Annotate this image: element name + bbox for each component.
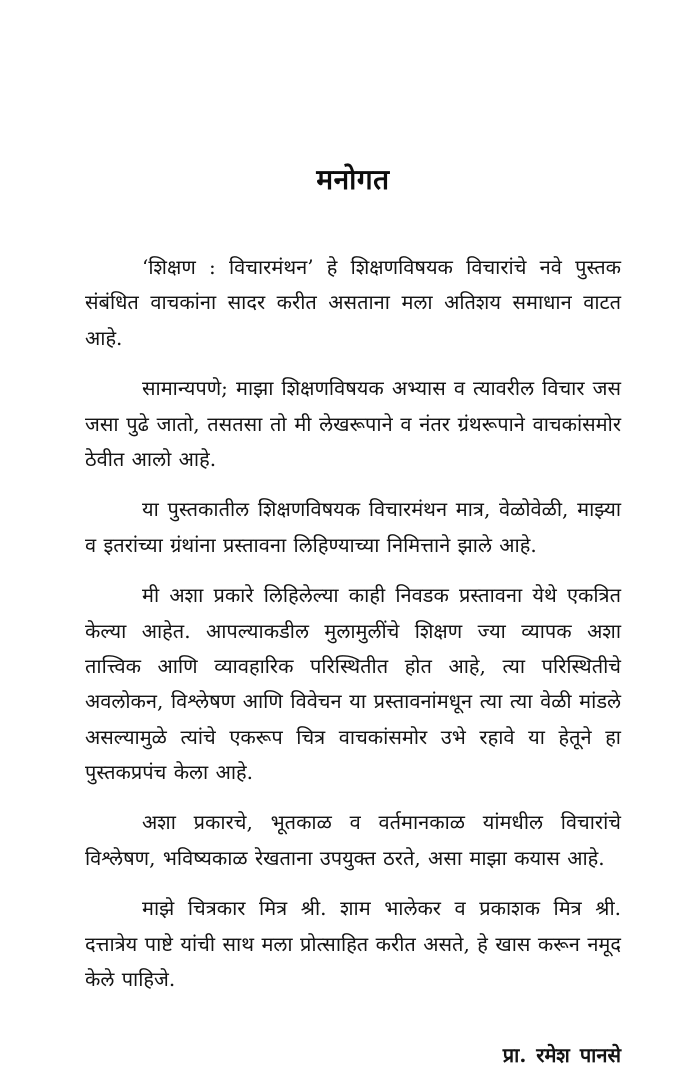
paragraph: सामान्यपणे; माझा शिक्षणविषयक अभ्यास व त्यावरील विचार जस जसा पुढे जातो, तसतसा तो मी लेखरूपाने व नंतर ग्रंथरूपाने वाचकांसमोर ठेवीत आलो आहे. xyxy=(85,376,621,471)
paragraph: ‘शिक्षण : विचारमंथन’ हे शिक्षणविषयक विचारांचे नवे पुस्तक संबंधित वाचकांना सादर करीत असताना मला अतिशय समाधान वाटत आहे. xyxy=(85,255,621,350)
paragraph: या पुस्तकातील शिक्षणविषयक विचारमंथन मात्र, वेळोवेळी, माझ्या व इतरांच्या ग्रंथांना प्रस्तावना लिहिण्याच्या निमित्ताने झाले आहे. xyxy=(85,497,621,557)
paragraph: अशा प्रकारचे, भूतकाळ व वर्तमानकाळ यांमधील विचारांचे विश्लेषण, भविष्यकाळ रेखताना उपयुक्त ठरते, असा माझा कयास आहे. xyxy=(85,810,621,870)
page-title: मनोगत xyxy=(316,163,390,196)
paragraph: मी अशा प्रकारे लिहिलेल्या काही निवडक प्रस्तावना येथे एकत्रित केल्या आहेत. आपल्याकडील मुलामुलींचे शिक्षण ज्या व्यापक अशा तात्त्विक आणि व्यावहारिक परिस्थितीत होत आहे, त्या परिस्थितीचे अवलोकन, विश्लेषण आणि विवेचन या प्रस्तावनांमधून त्या त्या वेळी मांडले असल्यामुळे त्यांचे एकरूप चित्र वाचकांसमोर उभे रहावे या हेतूने हा पुस्तकप्रपंच केला आहे. xyxy=(85,583,621,785)
preface-body xyxy=(85,250,621,997)
paragraph: माझे चित्रकार मित्र श्री. शाम भालेकर व प्रकाशक मित्र श्री. दत्तात्रेय पाष्टे यांची साथ मला प्रोत्साहित करीत असते, हे खास करून नमूद केले पाहिजे. xyxy=(85,896,621,992)
author-signature: प्रा. रमेश पानसे xyxy=(502,1043,621,1068)
